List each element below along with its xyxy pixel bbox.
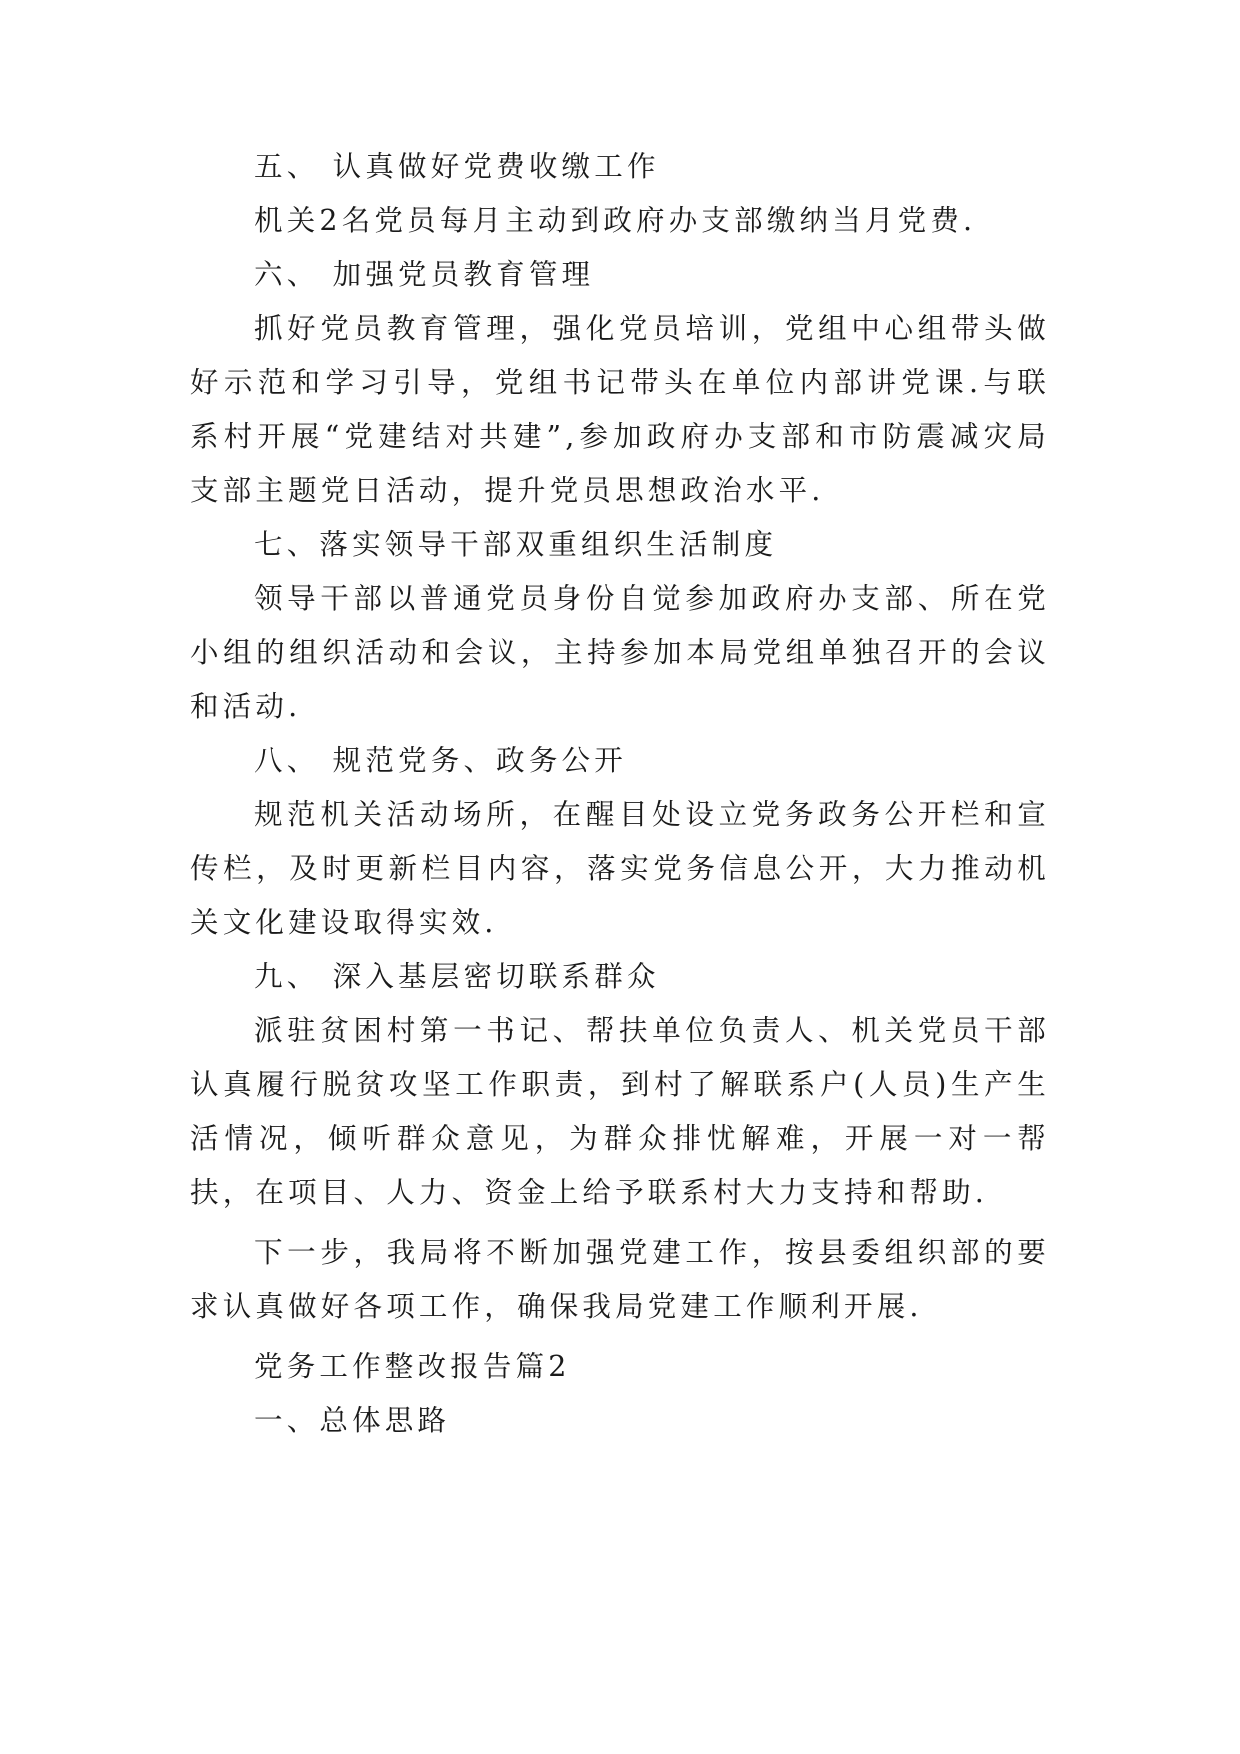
closing-paragraph: 下一步，我局将不断加强党建工作，按县委组织部的要求认真做好各项工作，确保我局党建工作顺利开展. (190, 1236, 1050, 1323)
section-heading-6: 六、 加强党员教育管理 (254, 258, 595, 291)
section-heading-7: 七、落实领导干部双重组织生活制度 (254, 528, 778, 561)
report-part-title: 党务工作整改报告篇2 (254, 1350, 571, 1383)
section-paragraph-9: 派驻贫困村第一书记、帮扶单位负责人、机关党员干部认真履行脱贫攻坚工作职责，到村了解联系户(人员)生产生活情况，倾听群众意见，为群众排忧解难，开展一对一帮扶，在项目、人力、资金上给予联系村大力支持和帮助. (190, 1014, 1050, 1209)
section-paragraph-5: 机关2名党员每月主动到政府办支部缴纳当月党费. (254, 204, 977, 237)
section-heading-5: 五、 认真做好党费收缴工作 (254, 150, 660, 183)
section-heading-1: 一、总体思路 (254, 1404, 451, 1437)
section-heading-8: 八、 规范党务、政务公开 (254, 744, 627, 777)
document-body (190, 140, 1050, 1448)
section-heading-9: 九、 深入基层密切联系群众 (254, 960, 660, 993)
section-paragraph-7: 领导干部以普通党员身份自觉参加政府办支部、所在党小组的组织活动和会议，主持参加本局党组单独召开的会议和活动. (190, 582, 1050, 723)
section-paragraph-8: 规范机关活动场所，在醒目处设立党务政务公开栏和宣传栏，及时更新栏目内容，落实党务信息公开，大力推动机关文化建设取得实效. (190, 798, 1050, 939)
section-paragraph-6: 抓好党员教育管理，强化党员培训，党组中心组带头做好示范和学习引导，党组书记带头在单位内部讲党课.与联系村开展“党建结对共建”,参加政府办支部和市防震减灾局支部主题党日活动，提升党员思想政治水平. (190, 312, 1050, 507)
